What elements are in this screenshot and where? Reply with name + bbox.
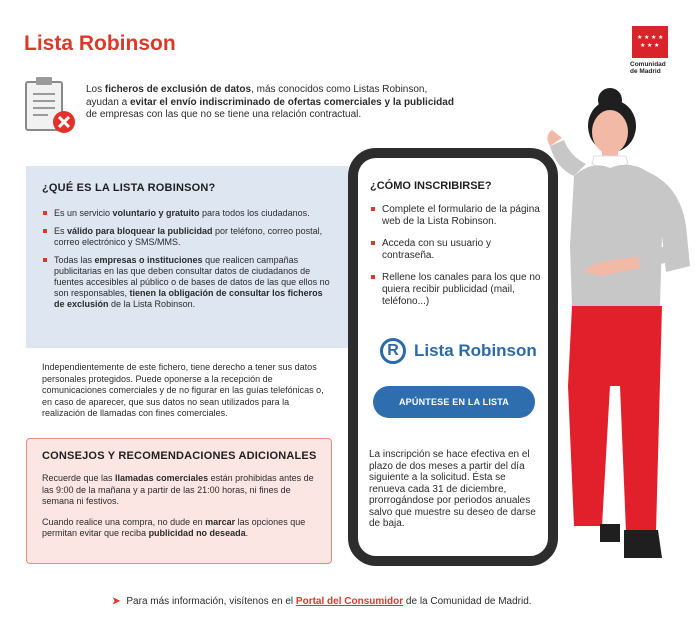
lista-robinson-logo bbox=[380, 338, 537, 364]
list-item: Acceda con su usuario y contraseña. bbox=[370, 238, 542, 262]
consejos-p1: Recuerde que las llamadas comerciales están prohibidas antes de las 9:00 de la mañana y a partir de las 21:00 horas, ni fines de semana ni festivos. bbox=[42, 473, 314, 506]
list-item: Complete el formulario de la página web de la Lista Robinson. bbox=[370, 204, 542, 228]
inscripcion-note: La inscripción se hace efectiva en el plazo de dos meses a partir del día siguiente a la solicitud. Ésta se renueva cada 31 de diciembre, prorrogándose por periodos anuales salvo que muestre su deseo de darse de baja. bbox=[369, 449, 536, 529]
list-item: Todas las empresas o instituciones que realicen campañas publicitarias en las que deben consultar datos de ciudadanos de fuentes accesibles al público o de bases de datos de las que ellos no son responsables, tienen la obligación de consultar los ficheros de exclusión de la Lista Robinson. bbox=[42, 255, 330, 310]
que-es-list bbox=[42, 208, 330, 310]
derecho-text: Independientemente de este fichero, tiene derecho a tener sus datos personales protegidos. Puede oponerse a la recepción de comunicaciones comerciales y de no figurar en las guías telefónicas o, en caso de aparecer, que sus datos no sean utilizados para la realización de llamadas con fines comerciales. bbox=[42, 362, 324, 418]
portal-consumidor-link[interactable]: Portal del Consumidor bbox=[295, 596, 404, 607]
consejos-heading: CONSEJOS Y RECOMENDACIONES ADICIONALES bbox=[42, 450, 317, 462]
list-item: Es un servicio voluntario y gratuito para todos los ciudadanos. bbox=[42, 208, 330, 219]
logo-text: Comunidad de Madrid bbox=[630, 61, 666, 75]
footer-text: ➤ Para más información, visítenos en el Portal del Consumidor de la Comunidad de Madrid. bbox=[112, 596, 532, 607]
inscribirse-list bbox=[370, 204, 542, 308]
lista-robinson-logo-text: Lista Robinson bbox=[414, 341, 537, 360]
list-item: Rellene los canales para los que no quiera recibir publicidad (mail, teléfono...) bbox=[370, 272, 542, 308]
robinson-r-icon: R bbox=[380, 338, 406, 364]
consejos-card bbox=[26, 438, 332, 564]
inscribirse-section bbox=[370, 180, 542, 318]
intro-text: Los ficheros de exclusión de datos, más conocidos como Listas Robinson, ayudan a evitar el envío indiscriminado de ofertas comerciales y la publicidad de empresas con las que no se tiene una relación contractual. bbox=[86, 84, 454, 120]
page-title: Lista Robinson bbox=[24, 32, 176, 55]
stars-flag-icon: ★ ★ ★ ★ ★ ★ ★ bbox=[632, 26, 668, 58]
chevron-right-icon: ➤ bbox=[112, 596, 121, 607]
apuntese-button[interactable]: APÚNTESE EN LA LISTA bbox=[373, 386, 535, 418]
list-item: Es válido para bloquear la publicidad por teléfono, correo postal, correo electrónico y SMS/MMS. bbox=[42, 226, 330, 248]
inscribirse-heading: ¿CÓMO INSCRIBIRSE? bbox=[370, 180, 492, 192]
que-es-card bbox=[26, 166, 348, 348]
clipboard-block-icon bbox=[24, 76, 78, 136]
que-es-heading: ¿QUÉ ES LA LISTA ROBINSON? bbox=[42, 182, 216, 194]
comunidad-madrid-logo bbox=[630, 26, 670, 75]
consejos-p2: Cuando realice una compra, no dude en marcar las opciones que permitan evitar que reciba publicidad no deseada. bbox=[42, 516, 306, 538]
